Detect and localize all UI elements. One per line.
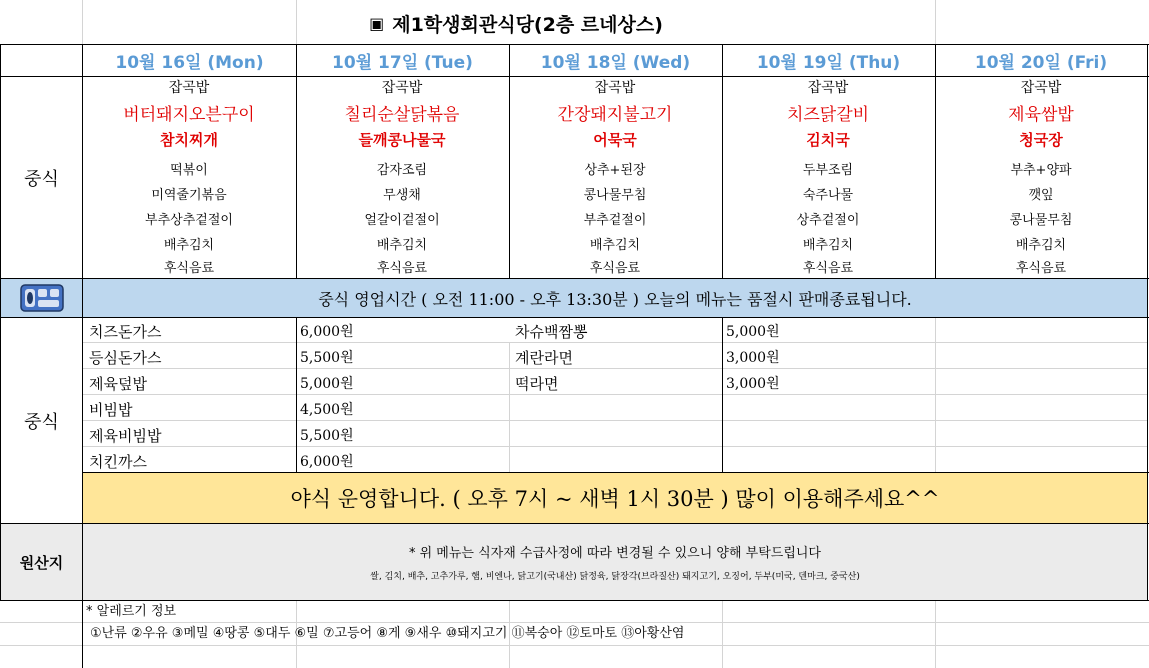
table-border: [1147, 44, 1148, 601]
gridline: [0, 645, 1149, 646]
gridline: [0, 622, 1149, 623]
menu-day-wed: [509, 77, 721, 280]
side-dish: 배추김치: [589, 238, 641, 253]
table-border: [509, 44, 510, 278]
menu-day-mon: [83, 77, 295, 280]
side-dish: 후식음료: [802, 261, 854, 276]
day-header-mon: 10월 16일 (Mon): [115, 53, 264, 73]
table-border: [0, 523, 1149, 524]
price: 6,000원: [300, 324, 354, 340]
day-header-thu: 10월 19일 (Thu): [756, 53, 901, 73]
lunch-names-right: [509, 318, 722, 396]
side-dish: 후식음료: [163, 261, 215, 276]
side-dish: 미역줄기볶음: [151, 188, 227, 203]
main-dish: 칠리순살닭볶음: [344, 105, 460, 125]
lunch-prices-right: [722, 318, 935, 396]
table-border: [83, 472, 1149, 473]
day-header-wed: 10월 18일 (Wed): [540, 53, 691, 73]
gridline: [935, 0, 936, 44]
side-dish: 부추+양파: [1010, 163, 1072, 178]
main-dish: 제육쌈밥: [1008, 105, 1074, 125]
table-border: [935, 44, 936, 278]
list-item: 비빔밥: [89, 400, 133, 419]
side-dish: 콩나물무침: [583, 188, 647, 203]
origin-label: 원산지: [1, 524, 82, 600]
side-dish: 콩나물무침: [1009, 213, 1073, 228]
day-header-tue: 10월 17일 (Tue): [332, 53, 473, 73]
price: 5,000원: [300, 376, 354, 392]
lunch-names-left: [83, 318, 296, 474]
side-dish: 얼갈이겉절이: [364, 213, 440, 228]
side-dish: 깻잎: [1028, 188, 1054, 203]
rice: 잡곡밥: [807, 80, 849, 96]
table-border: [82, 44, 83, 668]
food-tray-icon: [1, 279, 82, 317]
side-dish: 두부조림: [802, 163, 854, 178]
hours-notice: 중식 영업시간 ( 오전 11:00 - 오후 13:30분 ) 오늘의 메뉴는 품절시 판매종료됩니다.: [83, 279, 1147, 317]
menu-day-thu: [722, 77, 934, 280]
side-dish: 배추김치: [1015, 238, 1067, 253]
main-dish: 치즈닭갈비: [786, 105, 870, 125]
page-title: [296, 10, 736, 36]
list-item: 등심돈가스: [89, 348, 162, 367]
gridline: [722, 600, 723, 668]
list-item: 계란라면: [515, 348, 573, 367]
side-dish: 감자조림: [376, 163, 428, 178]
cafeteria-name: 제1학생회관식당(2층 르네상스): [392, 13, 663, 36]
price: 6,000원: [300, 454, 354, 470]
menu-day-tue: [296, 77, 508, 280]
main-dish: 버터돼지오븐구이: [123, 105, 255, 125]
table-border: [722, 318, 723, 472]
list-item: 떡라면: [515, 374, 559, 393]
gridline: [935, 600, 936, 668]
price: 3,000원: [726, 376, 780, 392]
origin-list: 쌀, 김치, 배추, 고추가루, 햄, 비엔나, 닭고기(국내산) 닭정육, 닭장각(브라질산) 돼지고기, 오징어, 두부(미국, 덴마크, 중국산): [370, 572, 860, 582]
side-dish: 무생채: [383, 188, 421, 203]
table-border: [0, 600, 1149, 601]
soup: 청국장: [1019, 131, 1063, 149]
soup: 참치찌개: [160, 131, 218, 149]
allergy-title: * 알레르기 정보: [86, 604, 177, 619]
set-lunch-label: 중식: [24, 168, 59, 190]
list-item: 치킨까스: [89, 452, 147, 471]
soup: 김치국: [806, 131, 850, 149]
price: 5,500원: [300, 428, 354, 444]
rice: 잡곡밥: [594, 80, 636, 96]
soup: 어묵국: [593, 131, 637, 149]
price: 4,500원: [300, 402, 354, 418]
table-border: [0, 44, 1149, 45]
menu-change-note: * 위 메뉴는 식자재 수급사정에 따라 변경될 수 있으니 양해 부탁드립니다: [408, 546, 821, 561]
price: 5,500원: [300, 350, 354, 366]
rice: 잡곡밥: [168, 80, 210, 96]
table-border: [296, 318, 297, 472]
lunch-label: 중식: [24, 411, 59, 433]
side-dish: 후식음료: [376, 261, 428, 276]
side-dish: 배추김치: [163, 238, 215, 253]
side-dish: 후식음료: [1015, 261, 1067, 276]
main-dish: 간장돼지불고기: [557, 105, 673, 125]
table-border: [722, 44, 723, 278]
price: 5,000원: [726, 324, 780, 340]
price: 3,000원: [726, 350, 780, 366]
side-dish: 부추상추겉절이: [145, 213, 233, 228]
night-snack-notice: 야식 운영합니다. ( 오후 7시 ~ 새벽 1시 30분 ) 많이 이용해주세요^^: [83, 473, 1147, 523]
list-item: 치즈돈가스: [89, 322, 162, 341]
lunch-prices-left: [296, 318, 509, 474]
soup: 들깨콩나물국: [358, 131, 446, 149]
rice: 잡곡밥: [1020, 80, 1062, 96]
list-item: 차슈백짬뽕: [515, 322, 588, 341]
side-dish: 상추겉절이: [796, 213, 860, 228]
side-dish: 상추+된장: [584, 163, 646, 178]
day-header-fri: 10월 20일 (Fri): [974, 53, 1108, 73]
side-dish: 떡볶이: [170, 163, 208, 178]
side-dish: 부추겉절이: [583, 213, 647, 228]
list-item: 제육비빔밥: [89, 426, 162, 445]
title-square-icon: ▣: [369, 13, 385, 33]
rice: 잡곡밥: [381, 80, 423, 96]
list-item: 제육덮밥: [89, 374, 147, 393]
side-dish: 배추김치: [802, 238, 854, 253]
menu-day-fri: [935, 77, 1147, 280]
table-border: [296, 44, 297, 278]
origin-info: [83, 524, 1147, 600]
side-dish: 배추김치: [376, 238, 428, 253]
gridline: [82, 0, 83, 44]
allergy-list: ①난류 ②우유 ③메밀 ④땅콩 ⑤대두 ⑥밀 ⑦고등어 ⑧게 ⑨새우 ⑩돼지고기 ⑪복숭아 ⑫토마토 ⑬아황산염: [90, 626, 685, 641]
side-dish: 숙주나물: [802, 188, 854, 203]
table-border: [0, 44, 1, 601]
side-dish: 후식음료: [589, 261, 641, 276]
table-border: [0, 76, 1149, 77]
table-border: [0, 278, 1149, 279]
table-border: [0, 317, 1149, 318]
